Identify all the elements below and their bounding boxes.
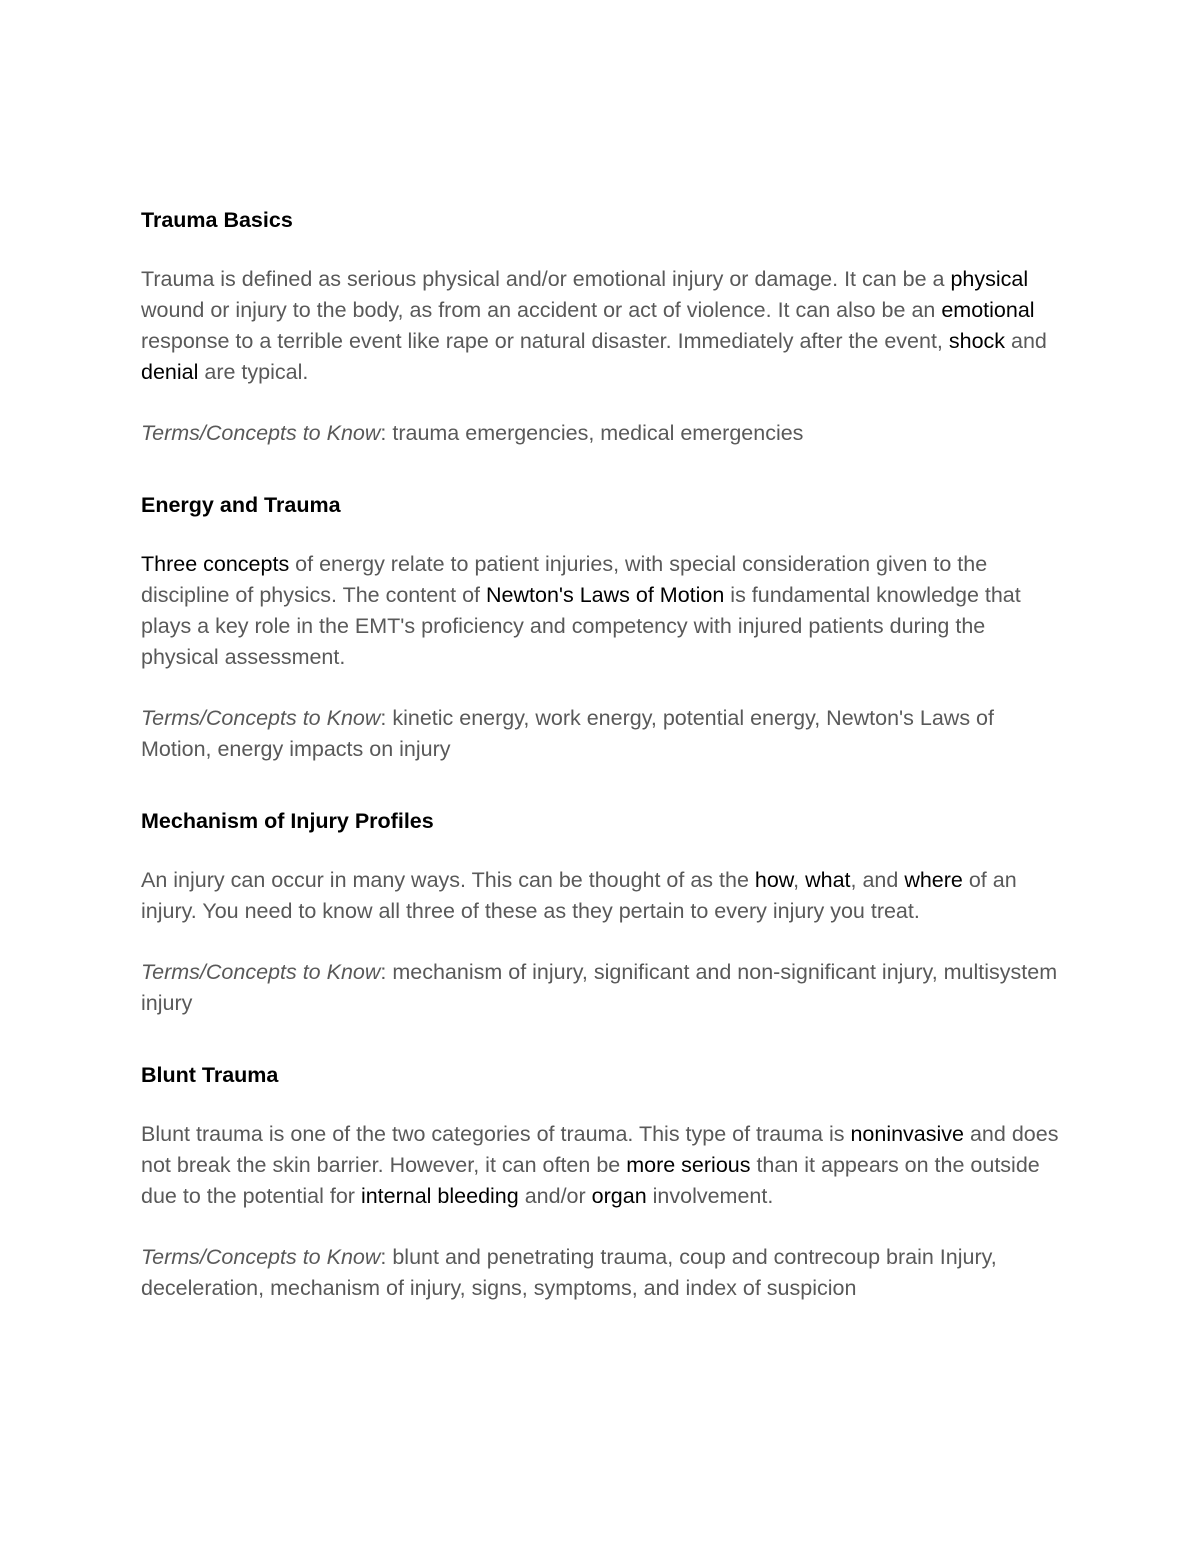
terms-list: : kinetic energy, work energy, potential energy, Newton's Laws of Motion, energy impacts on injury <box>141 706 994 761</box>
body-text: , <box>793 868 806 892</box>
terms-paragraph <box>141 1242 1061 1304</box>
terms-label: Terms/Concepts to Know <box>141 706 381 730</box>
terms-list: : mechanism of injury, significant and non-significant injury, multisystem injury <box>141 960 1058 1015</box>
key-term: internal bleeding <box>360 1184 519 1208</box>
body-text: An injury can occur in many ways. This can be thought of as the <box>141 868 755 892</box>
body-text: wound or injury to the body, as from an accident or act of violence. It can also be an <box>141 298 942 322</box>
body-text: response to a terrible event like rape or natural disaster. Immediately after the event, <box>141 329 949 353</box>
body-text: of energy relate to patient injuries, with special consideration given to the discipline of physics. The content of <box>141 552 988 607</box>
terms-list: : trauma emergencies, medical emergencies <box>380 421 804 445</box>
key-term: emotional <box>941 298 1035 322</box>
key-term: more serious <box>626 1153 751 1177</box>
body-text: Blunt trauma is one of the two categories of trauma. This type of trauma is <box>141 1122 851 1146</box>
body-text: and/or <box>518 1184 592 1208</box>
terms-paragraph <box>141 957 1061 1019</box>
key-term: physical <box>950 267 1029 291</box>
section-heading: Mechanism of Injury Profiles <box>141 809 434 833</box>
body-text: involvement. <box>646 1184 774 1208</box>
section-heading: Energy and Trauma <box>141 493 341 517</box>
body-text: than it appears on the outside due to the potential for <box>141 1153 1040 1208</box>
body-text: , and <box>850 868 905 892</box>
section-mechanism-of-injury <box>141 806 1061 1019</box>
key-term: how <box>754 868 794 892</box>
section-heading: Blunt Trauma <box>141 1063 279 1087</box>
body-text: and does not break the skin barrier. However, it can often be <box>141 1122 1059 1177</box>
terms-label: Terms/Concepts to Know <box>141 421 381 445</box>
key-term: Three concepts <box>141 552 290 576</box>
document-page <box>141 205 1061 1304</box>
body-text: and <box>1005 329 1047 353</box>
key-term: shock <box>948 329 1006 353</box>
section-heading: Trauma Basics <box>141 208 293 232</box>
body-text: Trauma is defined as serious physical and/or emotional injury or damage. It can be a <box>141 267 951 291</box>
section-trauma-basics <box>141 205 1061 449</box>
section-body <box>141 264 1061 388</box>
section-body <box>141 865 1061 927</box>
body-text: is fundamental knowledge that plays a key role in the EMT's proficiency and competency with injured patients during the physical assessment. <box>141 583 1021 669</box>
key-term: what <box>805 868 851 892</box>
section-body <box>141 549 1061 673</box>
terms-paragraph <box>141 418 1061 449</box>
body-text: of an injury. You need to know all three of these as they pertain to every injury you treat. <box>141 868 1017 923</box>
section-energy-and-trauma <box>141 490 1061 765</box>
key-term: denial <box>141 360 199 384</box>
key-term: Newton's Laws of Motion <box>486 583 725 607</box>
key-term: where <box>904 868 963 892</box>
terms-list: : blunt and penetrating trauma, coup and contrecoup brain Injury, deceleration, mechanism of injury, signs, symptoms, and index of suspicion <box>141 1245 997 1300</box>
key-term: noninvasive <box>850 1122 964 1146</box>
body-text: are typical. <box>198 360 309 384</box>
terms-label: Terms/Concepts to Know <box>141 960 381 984</box>
section-body <box>141 1119 1061 1212</box>
key-term: organ <box>591 1184 647 1208</box>
terms-label: Terms/Concepts to Know <box>141 1245 381 1269</box>
section-blunt-trauma <box>141 1060 1061 1304</box>
terms-paragraph <box>141 703 1061 765</box>
